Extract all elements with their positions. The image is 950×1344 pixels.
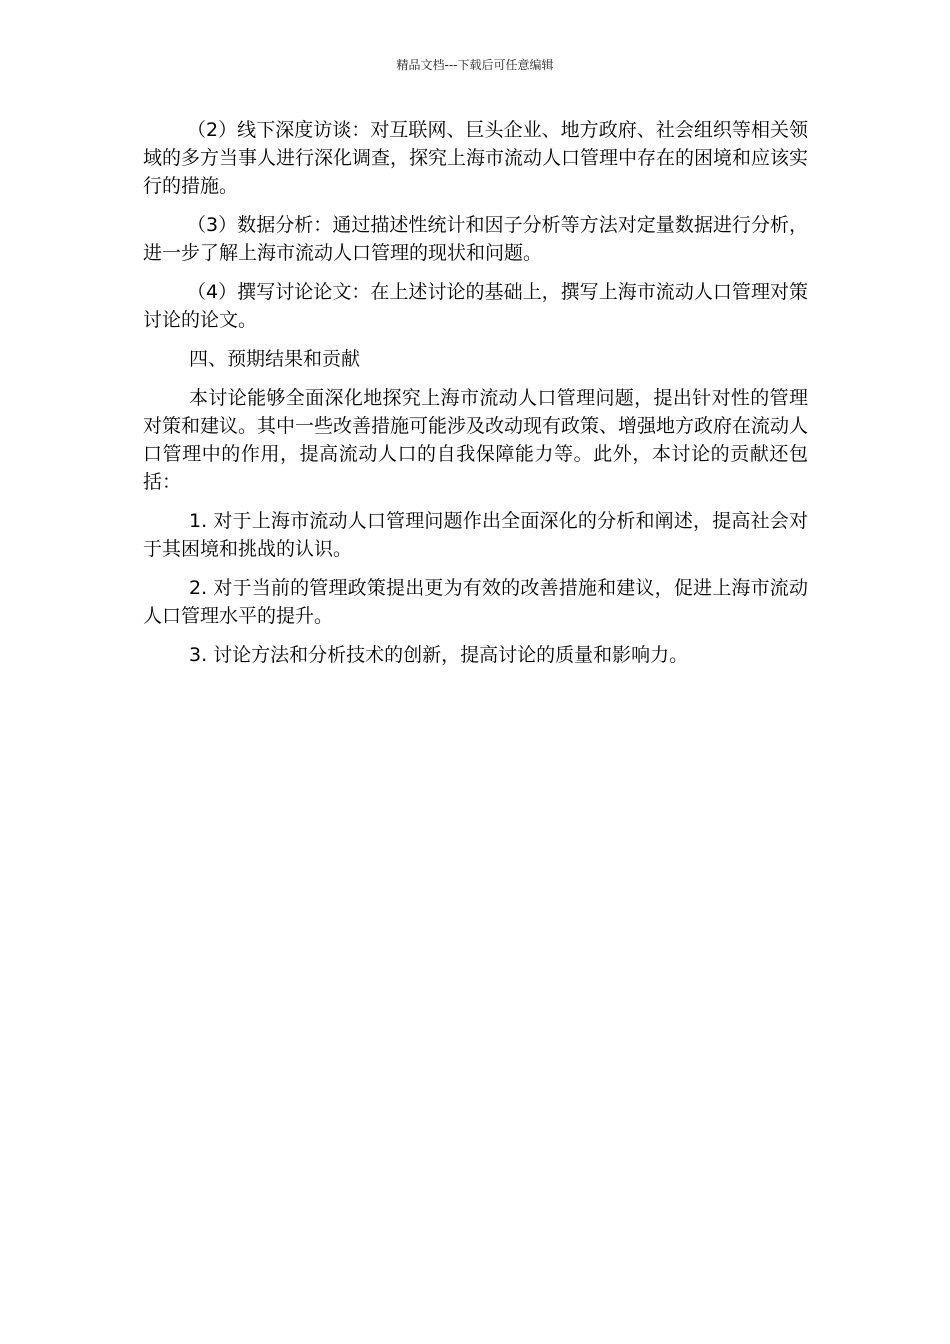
paragraph-offline-interviews: （2）线下深度访谈：对互联网、巨头企业、地方政府、社会组织等相关领域的多方当事人进行深化调查，探究上海市流动人口管理中存在的困境和应该实行的措施。	[143, 119, 809, 197]
list-item-contribution-3: 3. 讨论方法和分析技术的创新，提高讨论的质量和影响力。	[189, 644, 689, 666]
list-item-contribution-2: 2. 对于当前的管理政策提出更为有效的改善措施和建议，促进上海市流动人口管理水平的提升。	[143, 577, 808, 627]
paragraph-expected-results: 本讨论能够全面深化地探究上海市流动人口管理问题，提出针对性的管理对策和建议。其中一些改善措施可能涉及改动现有政策、增强地方政府在流动人口管理中的作用，提高流动人口的自我保障能力等。此外，本讨论的贡献还包括：	[143, 387, 809, 493]
paragraph-write-paper: （4）撰写讨论论文：在上述讨论的基础上，撰写上海市流动人口管理对策讨论的论文。	[143, 281, 808, 331]
paragraph-data-analysis: （3）数据分析：通过描述性统计和因子分析等方法对定量数据进行分析，进一步了解上海市流动人口管理的现状和问题。	[143, 214, 808, 264]
document-body	[143, 116, 808, 680]
section-heading-expected-results: 四、预期结果和贡献	[189, 348, 361, 370]
page-header: 精品文档---下载后可任意编辑	[396, 58, 554, 72]
list-item-contribution-1: 1. 对于上海市流动人口管理问题作出全面深化的分析和阐述，提高社会对于其困境和挑战的认识。	[143, 510, 808, 560]
